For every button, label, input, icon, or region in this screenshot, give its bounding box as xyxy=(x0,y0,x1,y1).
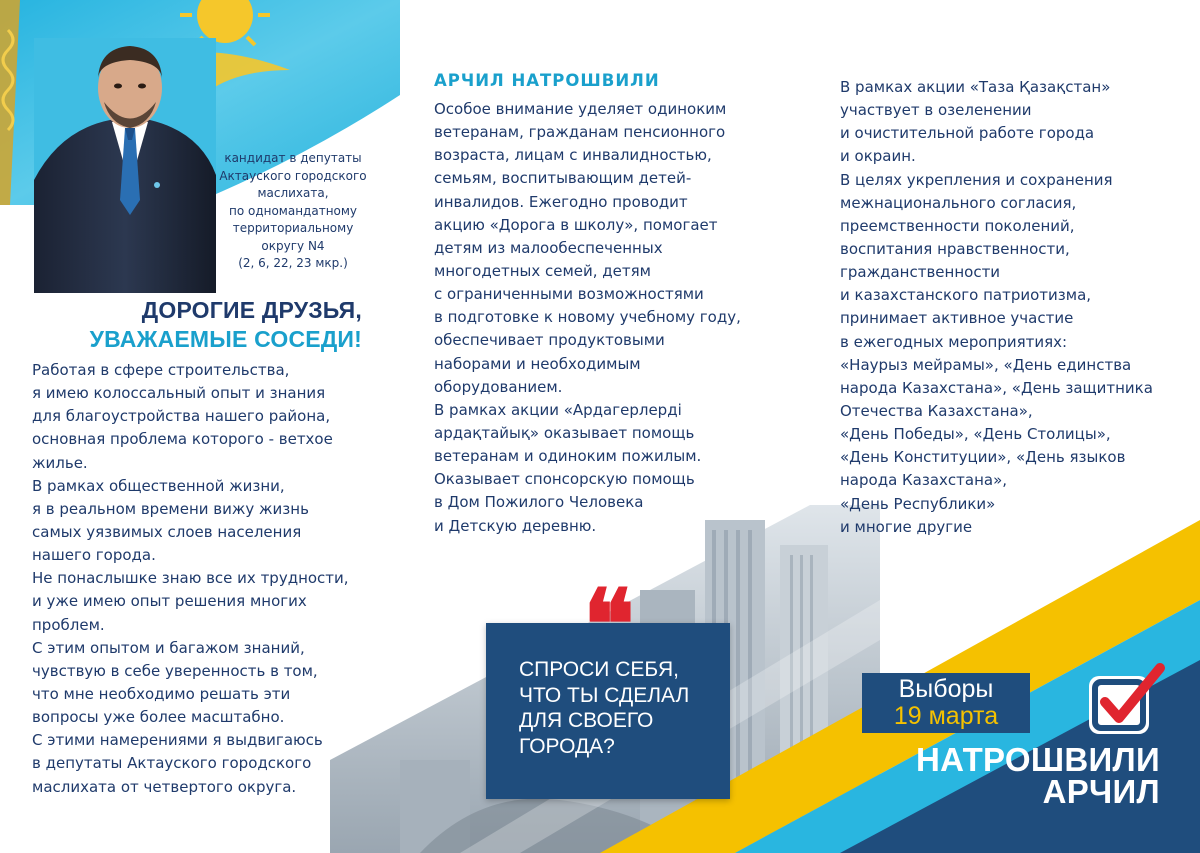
text-line: наборами и необходимым xyxy=(434,354,641,373)
text-line: Отечества Казахстана», xyxy=(840,401,1033,420)
caption-line: округу N4 xyxy=(261,238,325,253)
headline-line-1: ДОРОГИЕ ДРУЗЬЯ, xyxy=(141,297,362,323)
text-line: В рамках акции «Таза Қазақстан» xyxy=(840,78,1111,96)
quote-text xyxy=(519,657,689,759)
text-line: в ежегодных мероприятиях: xyxy=(840,332,1068,351)
text-line: маслихата от четвертого округа. xyxy=(32,777,297,796)
candidate-name-logo xyxy=(908,741,1160,810)
text-line: Особое внимание уделяет одиноким xyxy=(434,100,727,118)
text-line: «Наурыз мейрамы», «День единства xyxy=(840,355,1132,374)
text-line: и окраин. xyxy=(840,147,916,166)
text-line: «День Конституции», «День языков xyxy=(840,448,1126,467)
text-line: и Детскую деревню. xyxy=(434,516,597,535)
caption-line: территориальному xyxy=(232,221,354,235)
text-line: В рамках общественной жизни, xyxy=(32,476,285,495)
election-date-badge xyxy=(862,673,1030,733)
text-line: преемственности поколений, xyxy=(840,216,1075,235)
text-line: Не понаслышке знаю все их трудности, xyxy=(32,569,349,588)
column-3-text xyxy=(840,76,1153,539)
text-line: ветеранам, гражданам пенсионного xyxy=(434,123,726,142)
text-line: жилье. xyxy=(32,453,88,472)
text-line: в депутаты Актауского городского xyxy=(32,754,312,773)
text-line: межнационального согласия, xyxy=(840,193,1077,212)
text-line: народа Казахстана», «День защитника xyxy=(840,378,1153,397)
text-line: чувствую в себе уверенность в том, xyxy=(32,661,318,680)
text-line: обеспечивает продуктовыми xyxy=(434,331,665,350)
text-line: ветеранам и одиноким пожилым. xyxy=(434,447,702,466)
column-1-text xyxy=(32,359,349,799)
candidate-portrait xyxy=(34,38,216,293)
text-line: в Дом Пожилого Человека xyxy=(434,493,644,512)
text-line: что мне необходимо решать эти xyxy=(32,684,291,703)
text-line: многодетных семей, детям xyxy=(434,261,651,280)
text-line: основная проблема которого - ветхое xyxy=(32,430,333,449)
headline-line-2: УВАЖАЕМЫЕ СОСЕДИ! xyxy=(89,326,362,352)
text-line: принимает активное участие xyxy=(840,309,1074,328)
caption-line: кандидат в депутаты xyxy=(224,151,362,165)
text-line: возраста, лицам с инвалидностью, xyxy=(434,146,712,165)
logo-surname: НАТРОШВИЛИ xyxy=(915,741,1160,778)
text-line: Работая в сфере строительства, xyxy=(32,361,290,379)
quote-line: ЧТО ТЫ СДЕЛАЛ xyxy=(519,683,690,707)
text-line: нашего города. xyxy=(32,546,156,565)
text-line: гражданственности xyxy=(840,263,1001,282)
text-line: с ограниченными возможностями xyxy=(434,285,704,304)
caption-line: маслихата, xyxy=(257,186,329,200)
candidate-name-title: АРЧИЛ НАТРОШВИЛИ xyxy=(434,71,660,90)
text-line: самых уязвимых слоев населения xyxy=(32,522,302,541)
text-line: в подготовке к новому учебному году, xyxy=(434,308,741,327)
text-line: вопросы уже более масштабно. xyxy=(32,708,285,727)
text-line: В рамках акции «Ардагерлерді xyxy=(434,400,682,419)
page-headline xyxy=(30,296,362,354)
text-line: проблем. xyxy=(32,615,105,634)
text-line: инвалидов. Ежегодно проводит xyxy=(434,192,688,211)
text-line: семьям, воспитывающим детей- xyxy=(434,169,692,188)
caption-line: Актауского городского xyxy=(219,168,367,183)
text-line: Оказывает спонсорскую помощь xyxy=(434,470,695,489)
logo-firstname: АРЧИЛ xyxy=(1042,773,1160,810)
election-label: Выборы xyxy=(898,675,994,703)
text-line: ардақтайық» оказывает помощь xyxy=(434,423,695,442)
quote-line: ДЛЯ СВОЕГО xyxy=(519,709,654,732)
text-line: народа Казахстана», xyxy=(840,471,1008,490)
election-date: 19 марта xyxy=(893,702,999,730)
candidate-caption xyxy=(214,150,372,273)
quote-line: СПРОСИ СЕБЯ, xyxy=(519,658,679,681)
text-line: В целях укрепления и сохранения xyxy=(840,170,1113,189)
text-line: воспитания нравственности, xyxy=(840,239,1070,258)
text-line: «День Победы», «День Столицы», xyxy=(840,425,1111,444)
caption-line: (2, 6, 22, 23 мкр.) xyxy=(238,256,348,270)
text-line: оборудованием. xyxy=(434,377,563,396)
text-line: «День Республики» xyxy=(840,494,996,513)
text-line: я имею колоссальный опыт и знания xyxy=(32,384,326,403)
text-line: С этими намерениями я выдвигаюсь xyxy=(32,731,323,750)
text-line: и уже имею опыт решения многих xyxy=(32,592,307,611)
quote-mark-icon: ❝ xyxy=(583,572,635,679)
text-line: для благоустройства нашего района, xyxy=(32,407,331,426)
caption-line: по одномандатному xyxy=(228,203,358,218)
text-line: и казахстанского патриотизма, xyxy=(840,286,1092,305)
text-line: и многие другие xyxy=(840,517,973,536)
quote-line: ГОРОДА? xyxy=(519,734,615,758)
text-line: акцию «Дорога в школу», помогает xyxy=(434,215,718,234)
text-line: и очистительной работе города xyxy=(840,124,1095,143)
column-2-text xyxy=(434,98,741,538)
text-line: С этим опытом и багажом знаний, xyxy=(32,638,305,657)
text-line: я в реальном времени вижу жизнь xyxy=(32,499,309,518)
text-line: участвует в озеленении xyxy=(840,101,1032,120)
text-line: детям из малообеспеченных xyxy=(434,238,663,257)
